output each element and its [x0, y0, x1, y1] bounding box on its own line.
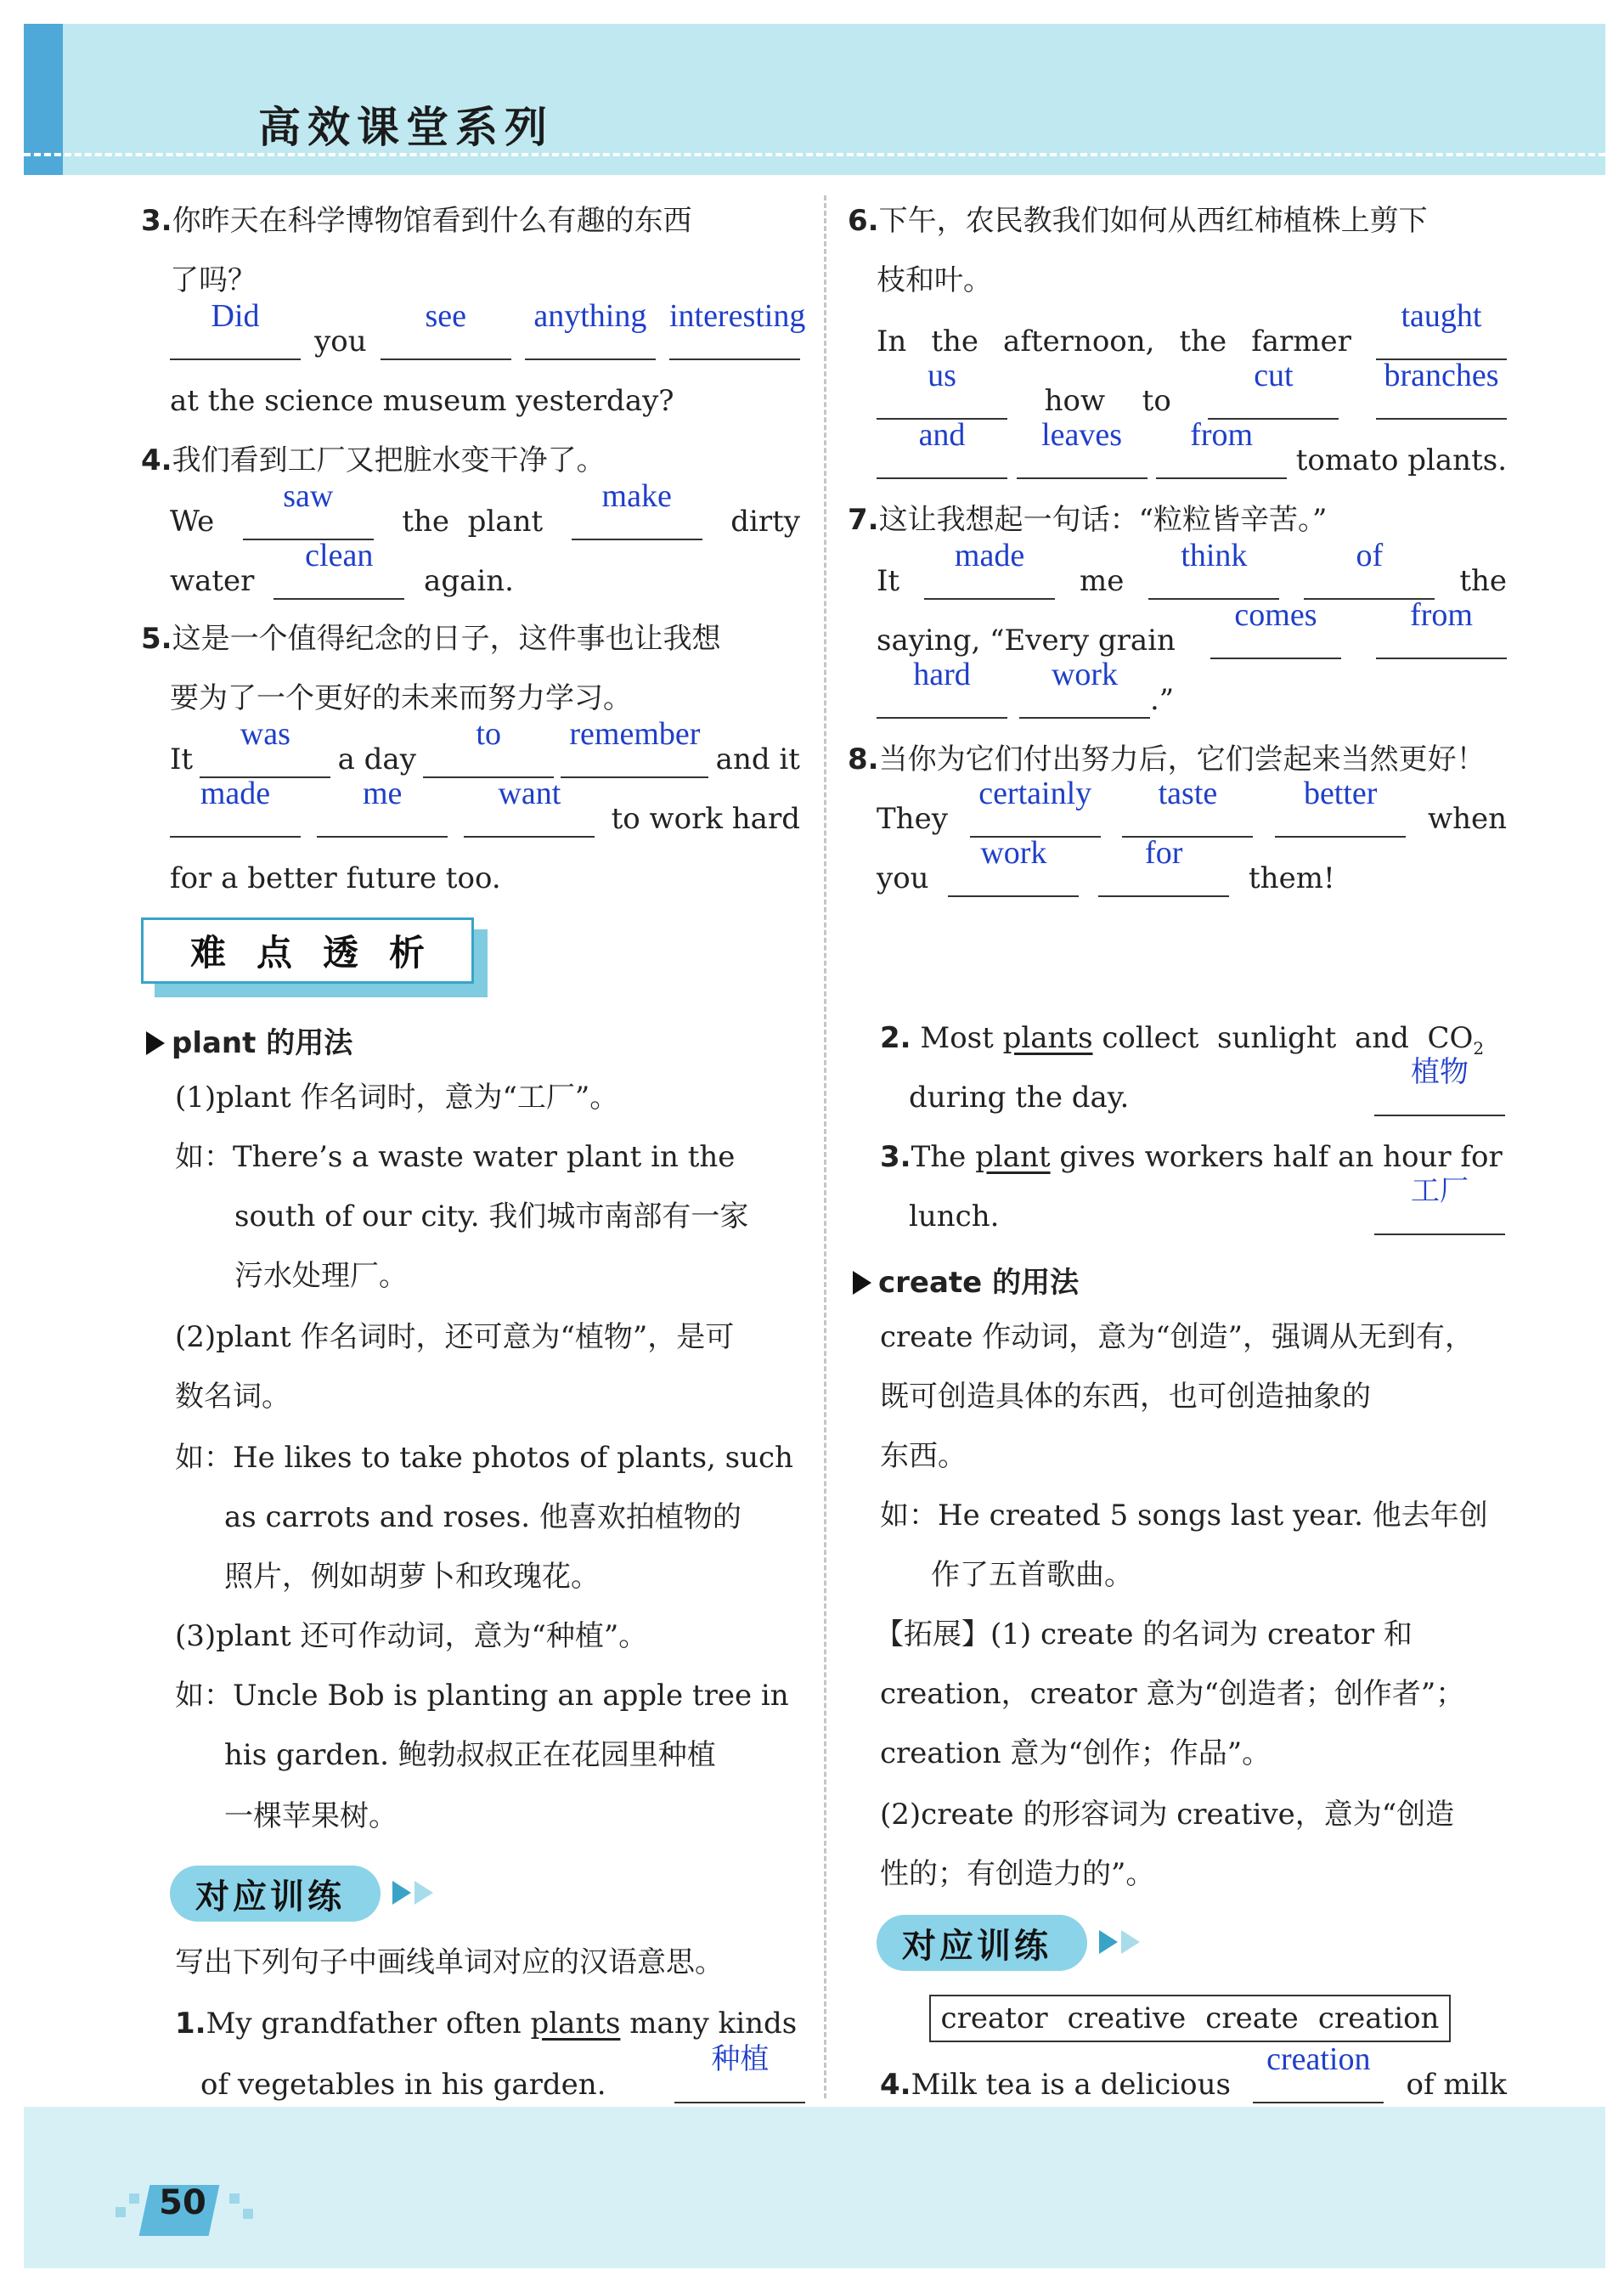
training-q4-number: 4.	[880, 2068, 911, 2102]
q6-text-the: the	[931, 325, 979, 358]
q4-answer-1: saw	[283, 478, 334, 514]
q6-answer-2: us	[928, 358, 956, 393]
training-instruction: 写出下列句子中画线单词对应的汉语意思。	[175, 1945, 724, 1979]
q7-text-saying: saying, “Every grain	[877, 624, 1176, 658]
q6-answer-4: branches	[1384, 358, 1499, 393]
q4-answer-3: clean	[305, 538, 374, 573]
q5-answer-4: made	[200, 776, 271, 811]
plant-meaning-2a: (2)plant 作名词时，还可意为“植物”，是可	[175, 1320, 735, 1354]
q7-answer-7: work	[1051, 657, 1119, 692]
q6-text-tomato-plants: tomato plants.	[1295, 443, 1507, 477]
q5-blank-2[interactable]	[423, 716, 554, 778]
q7-blank-6[interactable]	[877, 657, 1007, 719]
training-q2-blank[interactable]	[1374, 1055, 1505, 1116]
q8-prompt: 当你为它们付出努力后，它们尝起来当然更好！	[878, 742, 1486, 776]
q4-text-dirty: dirty	[730, 505, 800, 539]
q7-blank-5[interactable]	[1376, 597, 1507, 659]
q4-answer-line2	[170, 538, 514, 600]
q5-blank-3[interactable]	[561, 716, 708, 778]
q6-number: 6.	[848, 204, 879, 238]
q8-answer-line	[877, 776, 1507, 838]
footer-decoration	[129, 2193, 139, 2204]
training-q1-line2	[200, 2042, 805, 2103]
plant-example-3b: his garden. 鲍勃叔叔正在花园里种植	[224, 1738, 716, 1772]
q7-blank-7[interactable]	[1019, 657, 1150, 719]
q3-answer-3: anything	[533, 298, 647, 334]
create-extension-c: creation 意为“创作；作品”。	[880, 1736, 1272, 1770]
q4-blank-3[interactable]	[273, 538, 404, 600]
q4-number: 4.	[141, 443, 172, 477]
q7-text-the: the	[1459, 564, 1507, 598]
q6-blank-5[interactable]	[877, 417, 1007, 479]
q3-answer-2: see	[425, 298, 467, 334]
training-q1-answer: 种植	[711, 2042, 770, 2076]
q6-text-farmer: farmer	[1251, 325, 1351, 358]
column-divider	[824, 195, 826, 2098]
q8-blank-1[interactable]	[970, 776, 1101, 838]
plant-example-3a: 如：Uncle Bob is planting an apple tree in	[175, 1679, 789, 1713]
q4-blank-2[interactable]	[572, 478, 702, 540]
q4-text-again: again.	[424, 564, 514, 598]
q7-answer-3: of	[1356, 538, 1384, 573]
q6-answer-line	[877, 298, 1507, 360]
training-q1-post: many kinds	[620, 2007, 798, 2041]
plant-meaning-2b: 数名词。	[175, 1380, 290, 1414]
q6-blank-2[interactable]	[877, 358, 1007, 420]
q8-answer-5: for	[1145, 835, 1183, 871]
q3-number: 3.	[141, 204, 172, 238]
q3-answer-1: Did	[211, 298, 260, 334]
q4-chinese-line	[141, 442, 606, 479]
training-q4-line	[880, 2041, 1507, 2103]
section-title: 难点透析	[141, 917, 474, 984]
create-extension-d: (2)create 的形容词为 creative，意为“创造	[880, 1798, 1455, 1832]
q6-text-to: to	[1142, 384, 1171, 418]
training-q3-answer-line	[1374, 1174, 1505, 1235]
q8-blank-3[interactable]	[1275, 776, 1406, 838]
q4-text-water: water	[170, 564, 255, 598]
q6-text-afternoon: afternoon,	[1003, 325, 1155, 358]
training-q1-line1	[175, 2005, 797, 2042]
word-bank-item: create	[1205, 2001, 1299, 2035]
q7-text-it: It	[877, 564, 900, 598]
create-heading-text: create 的用法	[878, 1266, 1080, 1300]
q4-answer-2: make	[601, 478, 672, 514]
q8-text-them: them!	[1249, 861, 1335, 895]
q5-answer-1: was	[240, 716, 290, 752]
q8-answer-2: taste	[1158, 776, 1218, 811]
footer-decoration	[116, 2207, 126, 2217]
q6-prompt-line2: 枝和叶。	[877, 263, 992, 297]
page-number: 50	[159, 2183, 206, 2222]
arrow-right-icon	[392, 1881, 437, 1908]
q7-text-end: .”	[1150, 683, 1175, 717]
create-heading	[853, 1259, 1079, 1301]
q6-prompt: 下午，农民教我们如何从西红柿植株上剪下	[878, 204, 1428, 238]
create-explanation-a: create 作动词，意为“创造”，强调从无到有，	[880, 1320, 1475, 1354]
training-q3-blank[interactable]	[1374, 1174, 1505, 1235]
q6-answer-7: from	[1190, 417, 1254, 453]
co2-subscript: 2	[1473, 1037, 1485, 1058]
training-q2-answer: 植物	[1411, 1055, 1469, 1089]
training-q3-underlined-word: plant	[975, 1140, 1051, 1174]
training-q4-pre-group	[880, 2066, 1231, 2103]
word-bank	[929, 1995, 1451, 2042]
training-q1-pre: My grandfather often	[206, 2007, 531, 2041]
q5-answer-line	[170, 716, 800, 778]
training-q2-pre: Most	[920, 1021, 1003, 1055]
q5-number: 5.	[141, 622, 172, 656]
section-banner	[141, 917, 481, 994]
q7-number: 7.	[848, 503, 879, 537]
q3-blank-2[interactable]	[381, 298, 511, 360]
q6-answer-line3	[877, 417, 1507, 479]
q6-answer-1: taught	[1401, 298, 1482, 334]
training-q1-number: 1.	[175, 2007, 206, 2041]
q6-answer-6: leaves	[1041, 417, 1123, 453]
q5-answer-3: remember	[569, 716, 701, 752]
q8-blank-5[interactable]	[1098, 835, 1229, 897]
q4-blank-1[interactable]	[243, 478, 374, 540]
q8-text-they: They	[877, 802, 948, 836]
page-header	[24, 24, 1605, 175]
q7-chinese-line	[848, 501, 1327, 539]
q8-blank-4[interactable]	[948, 835, 1079, 897]
q5-text-it: It	[170, 742, 194, 776]
q4-answer-line	[170, 478, 800, 540]
q5-text-a-day: a day	[337, 742, 416, 776]
plant-example-1b: south of our city. 我们城市南部有一家	[234, 1200, 749, 1234]
training-q3-line1	[880, 1138, 1503, 1176]
q7-answer-5: from	[1410, 597, 1473, 633]
header-dashed-line	[24, 153, 1605, 156]
q3-blank-3[interactable]	[525, 298, 656, 360]
create-example-b: 作了五首歌曲。	[931, 1558, 1133, 1592]
training-q1-sentence-end: of vegetables in his garden.	[200, 2068, 606, 2102]
training-q1-blank[interactable]	[674, 2042, 805, 2103]
q7-blank-4[interactable]	[1210, 597, 1341, 659]
plant-meaning-3: (3)plant 还可作动词，意为“种植”。	[175, 1619, 648, 1653]
q8-answer-line2	[877, 835, 1335, 897]
q3-sentence-end: at the science museum yesterday?	[170, 384, 674, 418]
create-explanation-b: 既可创造具体的东西，也可创造抽象的	[880, 1380, 1371, 1414]
q6-blank-4[interactable]	[1376, 358, 1507, 420]
q4-prompt: 我们看到工厂又把脏水变干净了。	[172, 443, 606, 477]
q5-answer-2: to	[476, 716, 501, 752]
page-footer	[24, 2107, 1605, 2268]
training-q3-pre: The	[911, 1140, 976, 1174]
arrow-right-icon	[1099, 1930, 1143, 1957]
q5-blank-6[interactable]	[464, 776, 595, 838]
create-explanation-c: 东西。	[880, 1439, 967, 1473]
create-extension-e: 性的；有创造力的”。	[880, 1857, 1155, 1891]
q6-answer-5: and	[918, 417, 966, 453]
training-q1-underlined-word: plants	[530, 2007, 621, 2041]
q5-blank-5[interactable]	[317, 776, 448, 838]
create-example-a: 如：He created 5 songs last year. 他去年创	[880, 1499, 1488, 1533]
q6-text-how: how	[1044, 384, 1106, 418]
q7-answer-2: think	[1181, 538, 1248, 573]
training-q2-post: collect sunlight and CO	[1092, 1021, 1474, 1055]
q6-blank-1[interactable]	[1376, 298, 1507, 360]
q4-text-we: We	[170, 505, 215, 539]
q7-answer-6: hard	[913, 657, 971, 692]
q6-blank-7[interactable]	[1156, 417, 1287, 479]
q8-chinese-line	[848, 741, 1486, 778]
q8-number: 8.	[848, 742, 879, 776]
training-q3-number: 3.	[880, 1140, 911, 1174]
footer-decoration	[229, 2193, 240, 2204]
q3-answer-4: interesting	[668, 298, 806, 334]
training-q2-answer-line	[1374, 1055, 1505, 1116]
q7-blank-3[interactable]	[1304, 538, 1435, 600]
q7-answer-4: comes	[1234, 597, 1317, 633]
training-label-right: 对应训练	[877, 1915, 1087, 1971]
footer-decoration	[243, 2209, 253, 2219]
q7-answer-line3	[877, 657, 1175, 719]
triangle-bullet-icon	[853, 1271, 871, 1295]
plant-example-1c: 污水处理厂。	[234, 1259, 408, 1293]
q7-prompt: 这让我想起一句话：“粒粒皆辛苦。”	[878, 503, 1328, 537]
triangle-bullet-icon	[146, 1031, 165, 1055]
plant-heading	[146, 1019, 352, 1061]
q8-answer-4: work	[980, 835, 1047, 871]
training-q4-answer: creation	[1266, 2041, 1371, 2077]
q6-answer-line2	[877, 358, 1507, 420]
plant-example-2c: 照片，例如胡萝卜和玫瑰花。	[224, 1560, 600, 1594]
training-label-left: 对应训练	[170, 1866, 381, 1922]
training-q2-line2	[909, 1079, 1129, 1116]
q8-answer-1: certainly	[978, 776, 1092, 811]
q7-answer-line	[877, 538, 1507, 600]
training-q4-blank[interactable]	[1253, 2041, 1384, 2103]
q3-blank-1[interactable]	[170, 298, 301, 360]
training-q2-sentence-end: during the day.	[909, 1081, 1130, 1115]
q7-blank-2[interactable]	[1148, 538, 1279, 600]
q3-prompt: 你昨天在科学博物馆看到什么有趣的东西	[172, 204, 692, 238]
training-q3-answer: 工厂	[1411, 1174, 1469, 1208]
q8-text-you: you	[877, 861, 929, 895]
plant-example-2b: as carrots and roses. 他喜欢拍植物的	[224, 1500, 742, 1534]
series-title: 高效课堂系列	[258, 103, 554, 152]
q3-text-you: you	[314, 325, 367, 358]
q7-answer-1: made	[954, 538, 1025, 573]
q5-answer-5: me	[362, 776, 403, 811]
q3-chinese-line1	[141, 202, 692, 240]
plant-example-3c: 一棵苹果树。	[224, 1799, 398, 1833]
q5-sentence-end: for a better future too.	[170, 861, 501, 895]
q6-text-the2: the	[1179, 325, 1227, 358]
q5-prompt-line2: 要为了一个更好的未来而努力学习。	[170, 681, 632, 715]
word-bank-item: creation	[1317, 2001, 1440, 2035]
q7-blank-1[interactable]	[924, 538, 1055, 600]
q7-answer-line2	[877, 597, 1507, 659]
q5-answer-6: want	[498, 776, 561, 811]
q5-chinese-line1	[141, 620, 721, 658]
create-extension-b: creation，creator 意为“创造者；创作者”；	[880, 1677, 1465, 1711]
q3-prompt-line2: 了吗？	[170, 263, 257, 297]
word-bank-item: creator	[940, 2001, 1048, 2035]
create-extension-a: 【拓展】(1) create 的名词为 creator 和	[875, 1617, 1413, 1651]
q8-text-when: when	[1427, 802, 1507, 836]
training-q4-pre: Milk tea is a delicious	[911, 2068, 1231, 2102]
training-q2-underlined-word: plants	[1002, 1021, 1093, 1055]
q3-answer-line	[170, 298, 806, 360]
plant-heading-text: plant 的用法	[172, 1026, 353, 1060]
q6-answer-3: cut	[1254, 358, 1294, 393]
q8-blank-2[interactable]	[1122, 776, 1253, 838]
q3-blank-4[interactable]	[668, 298, 806, 360]
q7-text-me: me	[1080, 564, 1125, 598]
q6-chinese-line1	[848, 202, 1428, 240]
q8-answer-3: better	[1303, 776, 1378, 811]
q6-text-in: In	[877, 325, 907, 358]
word-bank-item: creative	[1067, 2001, 1187, 2035]
training-q3-sentence-end: lunch.	[909, 1200, 1000, 1234]
training-q4-post: of milk	[1406, 2068, 1507, 2102]
plant-example-2a: 如：He likes to take photos of plants, such	[175, 1441, 793, 1475]
q5-text-to-work-hard: to work hard	[611, 802, 800, 836]
q4-text-the-plant: the plant	[402, 505, 544, 539]
training-q3-post: gives workers half an hour for	[1050, 1140, 1503, 1174]
q5-blank-1[interactable]	[200, 716, 330, 778]
q5-answer-line2	[170, 776, 800, 838]
q5-prompt: 这是一个值得纪念的日子，这件事也让我想	[172, 622, 721, 656]
training-q2-number: 2.	[880, 1021, 911, 1055]
q6-blank-6[interactable]	[1017, 417, 1148, 479]
q5-blank-4[interactable]	[170, 776, 301, 838]
q5-text-and-it: and it	[715, 742, 800, 776]
q6-blank-3[interactable]	[1208, 358, 1339, 420]
plant-example-1a: 如：There’s a waste water plant in the	[175, 1140, 736, 1174]
plant-meaning-1: (1)plant 作名词时，意为“工厂”。	[175, 1081, 619, 1115]
